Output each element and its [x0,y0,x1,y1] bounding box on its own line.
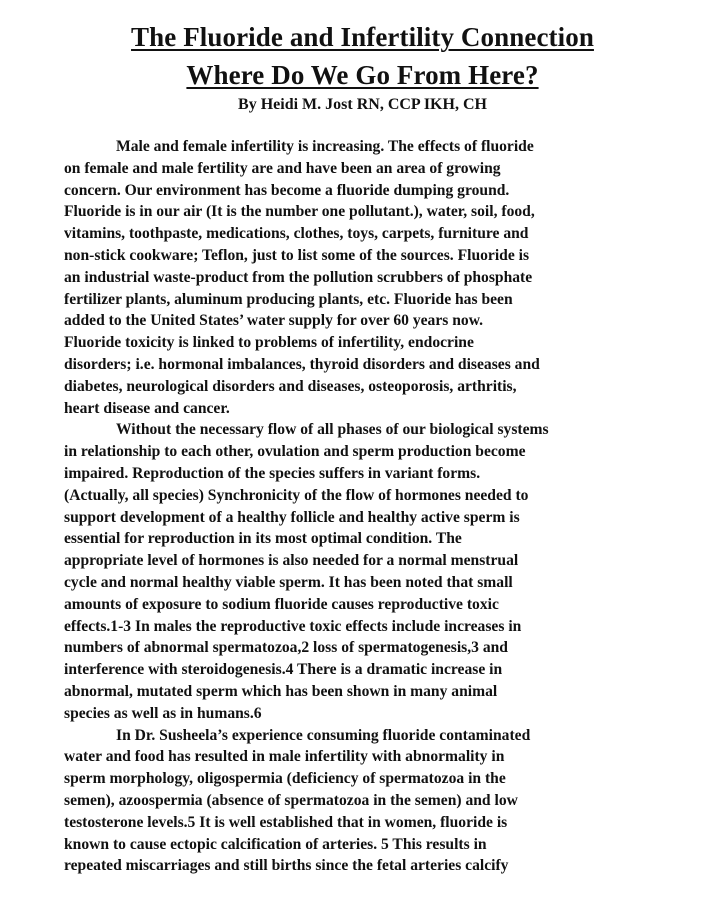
body-text-line: fertilizer plants, aluminum producing plants, etc. Fluoride has been [64,290,513,308]
body-text-line: added to the United States’ water supply for over 60 years now. [64,312,484,330]
document-title-line-2: Where Do We Go From Here? [186,60,539,90]
body-text-line: abnormal, mutated sperm which has been shown in many animal [64,682,498,700]
body-text-line: Fluoride is in our air (It is the number one pollutant.), water, soil, food, [64,203,535,221]
body-text-line: essential for reproduction in its most optimal condition. The [64,530,462,548]
author-byline: By Heidi M. Jost RN, CCP IKH, CH [238,96,487,113]
body-text-line: vitamins, toothpaste, medications, clothes, toys, carpets, furniture and [64,225,529,243]
body-text-line: sperm morphology, oligospermia (deficiency of spermatozoa in the [64,770,506,788]
body-text-line: species as well as in humans.6 [64,704,262,722]
body-text-line: concern. Our environment has become a fluoride dumping ground. [64,181,510,199]
body-text-line: support development of a healthy follicle and healthy active sperm is [64,508,520,526]
body-text-line: testosterone levels.5 It is well established that in women, fluoride is [64,813,508,831]
body-text [64,136,714,877]
body-text-line: in relationship to each other, ovulation and sperm production become [64,443,526,461]
body-text-line: disorders; i.e. hormonal imbalances, thyroid disorders and diseases and [64,355,540,373]
body-text-line: repeated miscarriages and still births since the fetal arteries calcify [64,857,509,875]
body-text-line: effects.1-3 In males the reproductive toxic effects include increases in [64,617,522,635]
body-text-line: non-stick cookware; Teflon, just to list some of the sources. Fluoride is [64,246,530,264]
body-text-line: water and food has resulted in male infertility with abnormality in [64,748,505,766]
body-text-line: interference with steroidogenesis.4 There is a dramatic increase in [64,661,503,679]
body-text-line: numbers of abnormal spermatozoa,2 loss of spermatogenesis,3 and [64,639,508,657]
body-text-line: semen), azoospermia (absence of spermatozoa in the semen) and low [64,791,518,809]
body-text-line: (Actually, all species) Synchronicity of the flow of hormones needed to [64,486,529,504]
body-text-line: Male and female infertility is increasing. The effects of fluoride [116,138,534,155]
body-text-line: appropriate level of hormones is also needed for a normal menstrual [64,552,519,570]
body-text-line: impaired. Reproduction of the species suffers in variant forms. [64,464,481,482]
body-text-line: heart disease and cancer. [64,399,230,417]
body-text-line: an industrial waste-product from the pollution scrubbers of phosphate [64,268,533,286]
body-text-line: amounts of exposure to sodium fluoride causes reproductive toxic [64,595,499,613]
body-text-line: In Dr. Susheela’s experience consuming fluoride contaminated [116,726,531,744]
body-text-line: known to cause ectopic calcification of arteries. 5 This results in [64,835,487,853]
body-text-line: cycle and normal healthy viable sperm. It has been noted that small [64,573,513,591]
body-text-line: on female and male fertility are and have been an area of growing [64,159,501,177]
body-text-line: Fluoride toxicity is linked to problems of infertility, endocrine [64,334,474,352]
body-text-line: diabetes, neurological disorders and diseases, osteoporosis, arthritis, [64,377,517,395]
document-title-line-1: The Fluoride and Infertility Connection [131,22,594,52]
body-text-line: Without the necessary flow of all phases of our biological systems [116,421,549,439]
